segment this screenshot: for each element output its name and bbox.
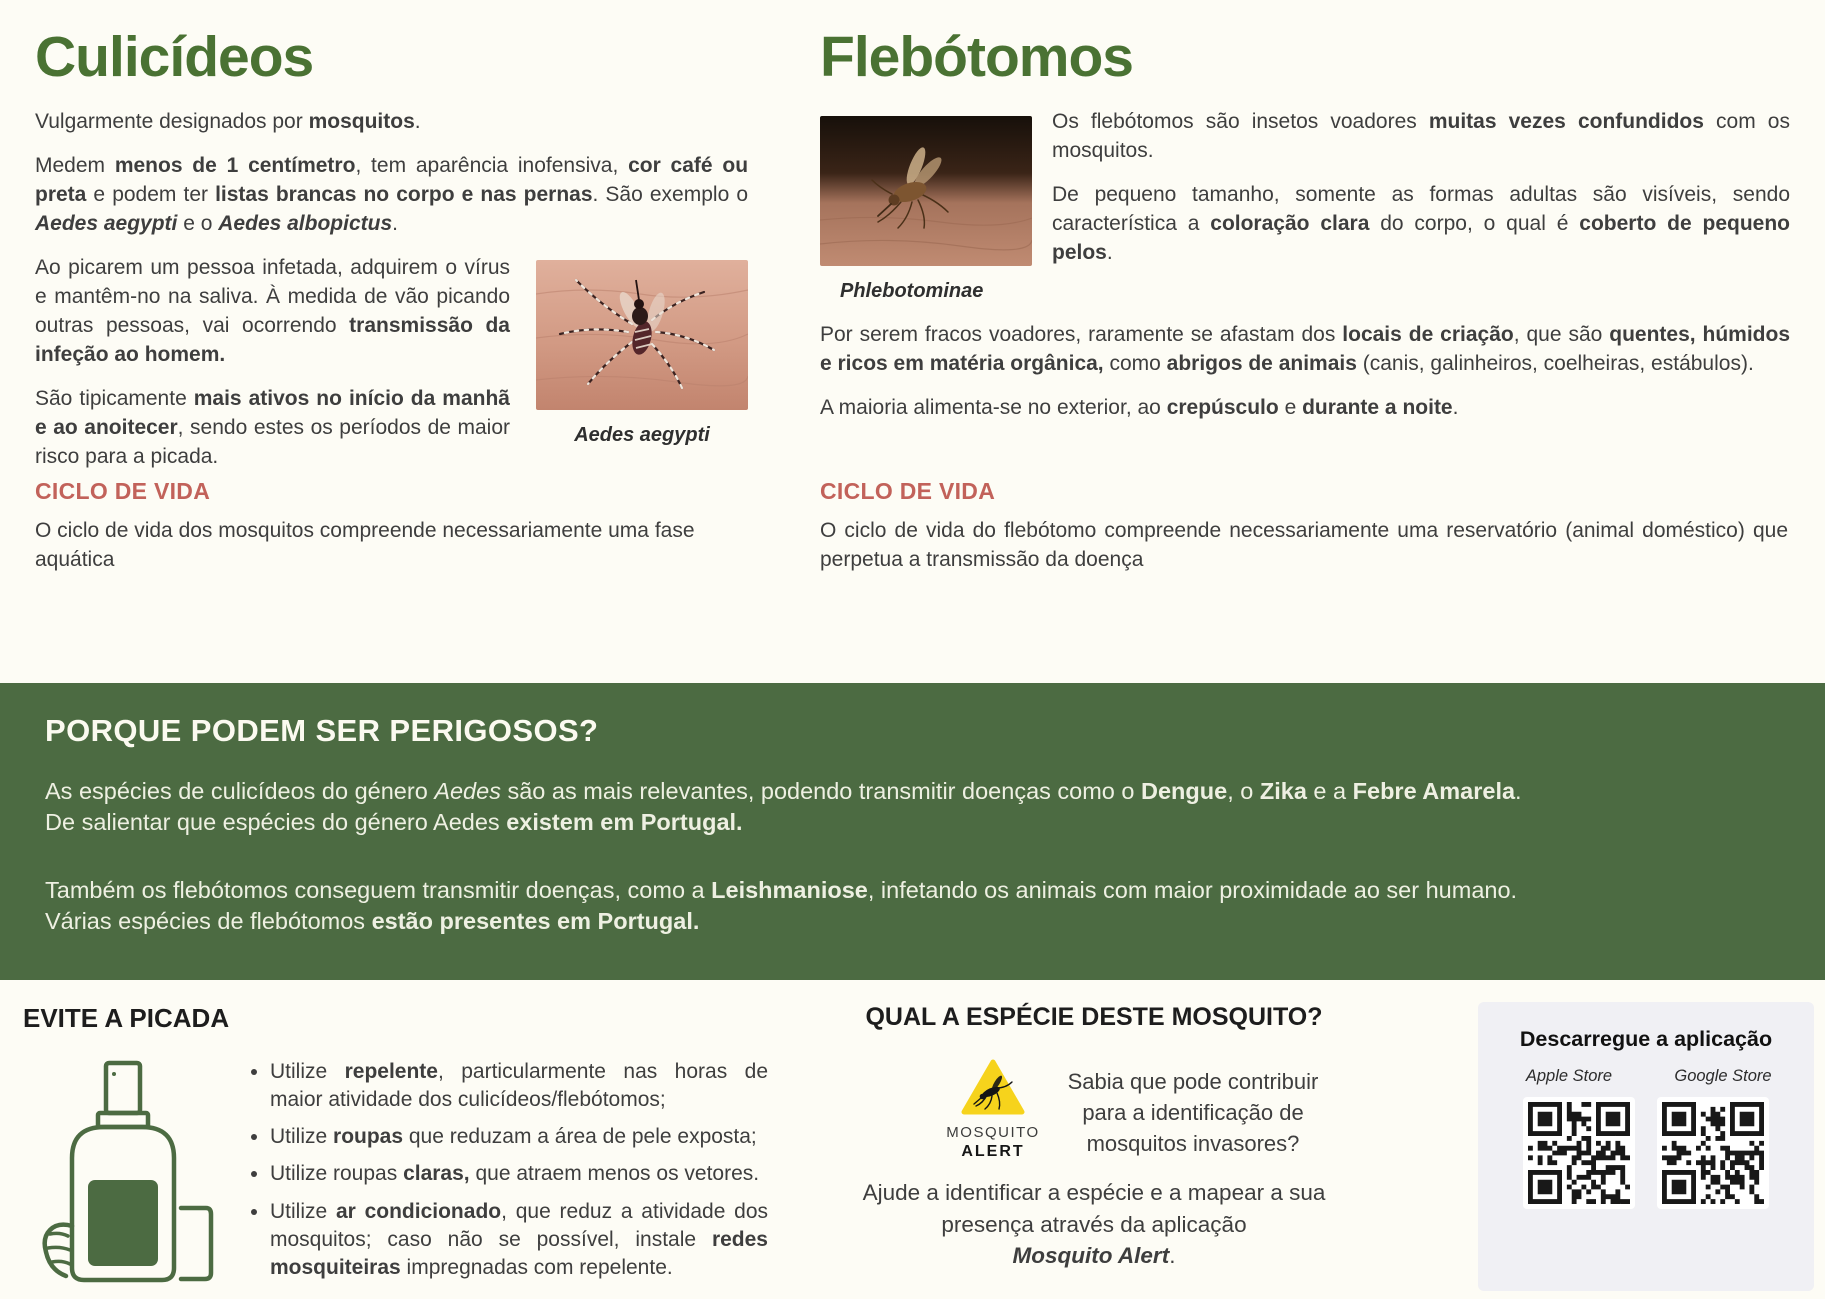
avoid-bite-list [240, 1058, 768, 1291]
apple-store-qr-code [1523, 1097, 1635, 1209]
species-question-heading: QUAL A ESPÉCIE DESTE MOSQUITO? [865, 1003, 1323, 1031]
bullet-item: • Utilize roupas que reduzam a área de pele exposta; [270, 1123, 768, 1151]
danger-paragraph-2: Também os flebótomos conseguem transmitir doenças, como a Leishmaniose, infetando os animais com maior proximidade ao ser humano. Várias espécies de flebótomos estão presentes em Portugal. [45, 876, 1518, 935]
danger-band [0, 683, 1825, 980]
phlebotominae-caption: Phlebotominae [840, 280, 984, 303]
aedes-aegypti-photo [536, 260, 748, 410]
bullet-item: • Utilize ar condicionado, que reduz a atividade dos mosquitos; caso não se possível, instale redes mosquiteiras impregnadas com repelente. [270, 1198, 768, 1282]
mosquito-alert-wordmark-line1: MOSQUITO [946, 1124, 1040, 1141]
species-question-section [853, 1003, 1335, 1287]
species-row [853, 1058, 1335, 1161]
culicideos-lifecycle [35, 478, 748, 575]
culicideos-lifecycle-text: O ciclo de vida dos mosquitos compreende necessariamente uma fase aquática [35, 519, 695, 571]
mosquito-alert-logo [945, 1058, 1041, 1161]
store-labels [1478, 1067, 1814, 1086]
google-store-label: Google Store [1674, 1067, 1772, 1085]
flebotomos-lifecycle-heading: CICLO DE VIDA [820, 478, 996, 504]
section-culicideos [35, 25, 749, 487]
download-app-panel [1478, 1002, 1814, 1291]
section-flebotomos [820, 25, 1791, 438]
culicideos-description: Medem menos de 1 centímetro, tem aparência inofensiva, cor café ou preta e podem ter listas brancas no corpo e nas pernas. São exemplo o Aedes aegypti e o Aedes albopictus. [35, 154, 749, 236]
download-heading: Descarregue a aplicação [1519, 1027, 1773, 1051]
aedes-aegypti-figure [536, 260, 748, 447]
flebotomos-description: De pequeno tamanho, somente as formas adultas são visíveis, sendo característica a coloração clara do corpo, o qual é coberto de pequeno pelos. [1052, 183, 1790, 264]
google-store-qr-code [1657, 1097, 1769, 1209]
culicideos-activity: São tipicamente mais ativos no início da manhã e ao anoitecer, sendo estes os períodos de maior risco para a picada. [35, 386, 510, 468]
flebotomos-intro: Os flebótomos são insetos voadores muitas vezes confundidos com os mosquitos. [1052, 110, 1790, 163]
species-cta-text: Ajude a identificar a espécie e a mapear a sua presença através da aplicação Mosquito Alert. [862, 1180, 1326, 1268]
flebotomos-title: Flebótomos [820, 25, 1133, 89]
bullet-item: • Utilize roupas claras, que atraem menos os vetores. [270, 1160, 768, 1188]
flebotomos-habitat: Por serem fracos voadores, raramente se afastam dos locais de criação, que são quentes, húmidos e ricos em matéria orgânica, como abrigos de animais (canis, galinheiros, coelheiras, estábulos). [820, 323, 1791, 376]
culicideos-transmission: Ao picarem um pessoa infetada, adquirem o vírus e mantêm-no na saliva. À medida de vão picando outras pessoas, vai ocorrendo transmissão da infeção ao homem. [35, 256, 510, 366]
flebotomos-activity: A maioria alimenta-se no exterior, ao crepúsculo e durante a noite. [820, 396, 1459, 420]
flebotomos-lifecycle-text: O ciclo de vida do flebótomo compreende necessariamente uma reservatório (animal doméstico) que perpetua a transmissão da doença [820, 519, 1788, 571]
apple-store-label: Apple Store [1525, 1067, 1613, 1085]
danger-paragraph-1: As espécies de culicídeos do género Aedes são as mais relevantes, podendo transmitir doenças como o Dengue, o Zika e a Febre Amarela. De salientar que espécies do género Aedes existem em Portugal. [45, 778, 1522, 836]
phlebotominae-photo [820, 116, 1032, 266]
aedes-aegypti-caption: Aedes aegypti [574, 424, 710, 446]
culicideos-lifecycle-heading: CICLO DE VIDA [35, 478, 211, 504]
danger-heading: PORQUE PODEM SER PERIGOSOS? [45, 713, 599, 748]
culicideos-title: Culicídeos [35, 25, 314, 89]
phlebotominae-figure [820, 116, 1032, 303]
bullet-item: • Utilize repelente, particularmente nas horas de maior atividade dos culicídeos/flebótomos; [270, 1058, 768, 1114]
repellent-spray-illustration [38, 1058, 220, 1296]
avoid-bite-heading: EVITE A PICADA [23, 1003, 230, 1033]
mosquito-alert-triangle-icon [961, 1058, 1025, 1116]
flebotomos-lifecycle [820, 478, 1788, 575]
culicideos-intro: Vulgarmente designados por mosquitos. [35, 110, 421, 134]
qr-codes [1478, 1097, 1814, 1209]
species-question-text: Sabia que pode contribuir para a identificação de mosquitos invasores? [1067, 1069, 1319, 1157]
mosquito-alert-wordmark-line2: ALERT [961, 1143, 1025, 1160]
